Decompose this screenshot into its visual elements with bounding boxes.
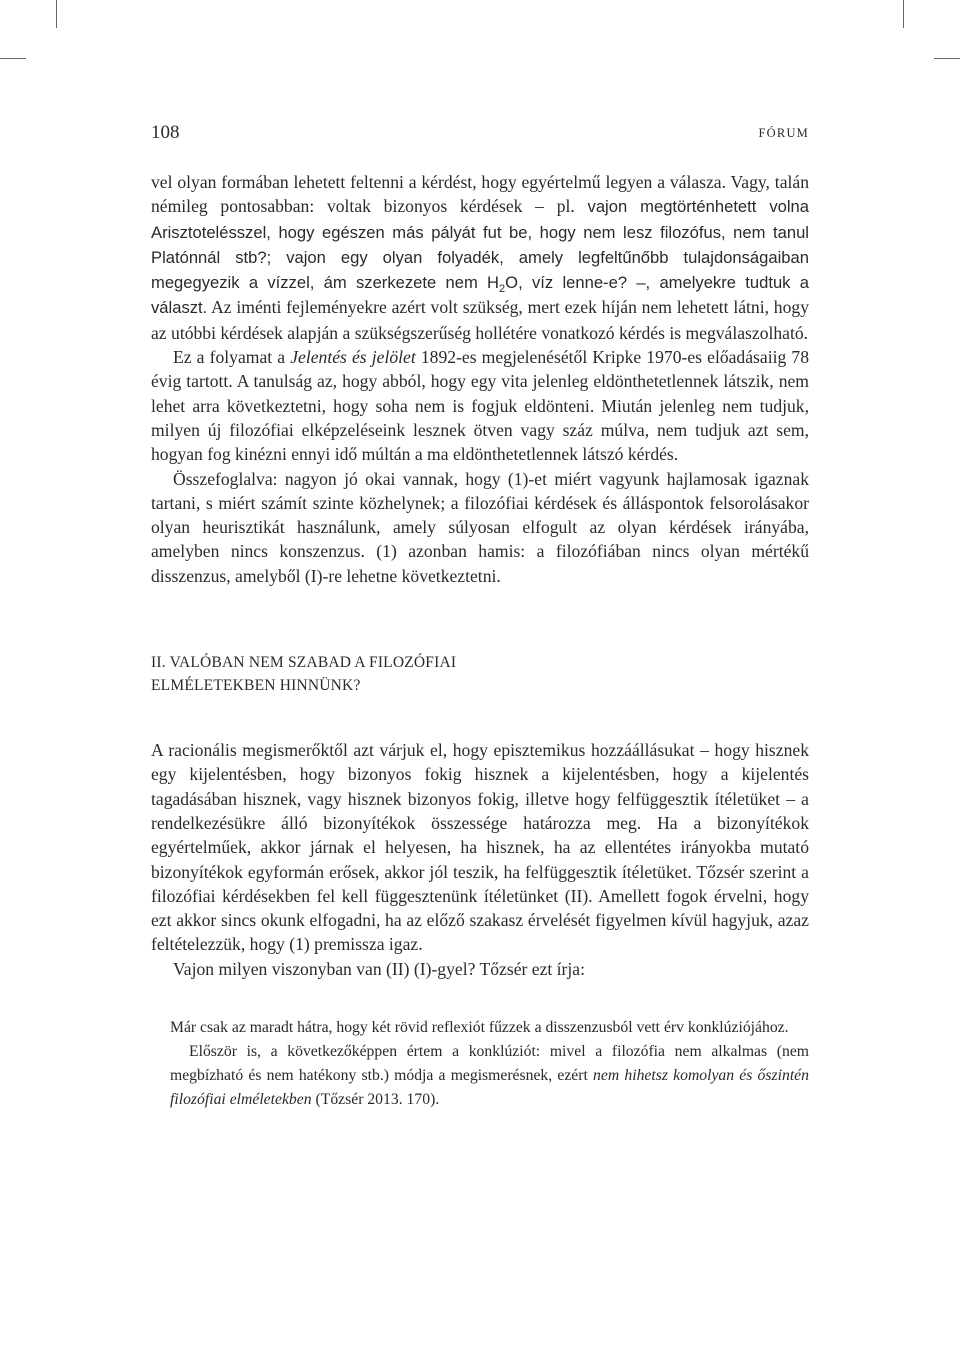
section-heading-line-1: II. VALÓBAN NEM SZABAD A FILOZÓFIAI (151, 654, 457, 672)
book-title: Jelentés és jelölet (290, 347, 416, 368)
section-heading (151, 651, 809, 697)
subscript-2: 2 (499, 283, 506, 296)
section-gap (151, 697, 809, 738)
quote-emphasis: nem hihetsz komolyan és őszintén filozófiai elméletekben (170, 1067, 809, 1109)
quote-paragraph-2: Először is, a következőképpen értem a konklúziót: mivel a filozófia nem alkalmas (nem megbízható és nem hatékony stb.) módja a megismerésnek, ezért nem hihetsz komolyan és őszintén filozófiai elméletekben (Tőzsér 2013. 170). (170, 1043, 809, 1109)
crop-mark-left-horizontal (0, 58, 26, 59)
paragraph-1-example-questions: vajon megtörténhetett volna Arisztotelésszel, hogy egészen más pályát fut be, hogy nem lesz filozófus, nem tanul Platónnál stb?; vajon egy olyan folyadék, amely legfeltűnőbb tulajdonságaiban megegyezik a vízzel, ám szerkezete nem $H_2O$, víz lenne-e? –, amelyekre tudtuk a választ. (151, 197, 809, 318)
paragraph-1 (151, 170, 809, 345)
paragraph-1-text-d: Az iménti fejleményekre azért volt szükség, mert ezek híján nem lehetett látni, hogy az utóbbi kérdések alapján a szükségszerűség hollétére vonatkozó kérdés is megválaszolható. (151, 297, 809, 343)
page-header (151, 122, 809, 144)
page-number: 108 (151, 122, 180, 143)
section-heading-line-2: ELMÉLETEKBEN HINNÜNK? (151, 677, 361, 695)
running-head: FÓRUM (758, 126, 809, 140)
crop-mark-right-horizontal (934, 58, 960, 59)
paragraph-1-text-a: vel olyan formában lehetett feltenni a kérdést, hogy egyértelmű legyen a válasza. Vagy, talán némileg pontosabban: voltak bizonyos kérdések – pl. (151, 172, 809, 217)
section-paragraph-2: Vajon milyen viszonyban van (II) (I)-gyel? Tőzsér ezt írja: (173, 958, 585, 979)
paragraph-3: Összefoglalva: nagyon jó okai vannak, hogy (1)-et miért vagyunk hajlamosak igaznak tartani, s miért számít szinte közhelynek; a filozófiai kérdések és álláspontok felsorolásakor olyan heurisztikát használunk, amely súlyosan elfogult az olyan kérdések irányába, amelyben nincs konszenzus. (1) azonban hamis: a filozófiában nincs olyan mértékű disszenzus, amelyből (I)-re lehetne következtetni. (151, 468, 809, 586)
block-quote (170, 1016, 809, 1112)
quote-paragraph-1: Már csak az maradt hátra, hogy két rövid reflexiót fűzzek a disszenzusból vett érv konklúziójához. (170, 1019, 789, 1037)
page-body (151, 170, 809, 1112)
section-paragraph-1: A racionális megismerőktől azt várjuk el, hogy episztemikus hozzáállásukat – hogy hisznek egy kijelentésben, hogy bizonyos fokig hisznek a kijelentésben, hogy a kijelentés tagadásában hisznek, vagy hisznek bizonyos fokig, illetve hogy felfüggesztik ítéletüket – a rendelkezésükre álló bizonyítékok összessége határozza meg. Ha a bizonyítékok egyértelműek, akkor járnak el helyesen, ha hisznek, ha az ellentétes irányokba mutató bizonyítékok egyformán erősek, akkor jól teszik, ha felfüggesztik ítéletüket. Tőzsér szerint a filozófiai kérdésekben fel kell függesztenünk ítéletünket (II). Amellett fogok érvelni, hogy ezt akkor sincs okunk elfogadni, ha az előző szakasz érvelését figyelmen kívül hagyjuk, azaz feltételezzük, hogy (1) premissza igaz. (151, 740, 809, 955)
crop-mark-right (903, 0, 904, 28)
crop-mark-left (56, 0, 57, 28)
paragraph-2: Ez a folyamat a Jelentés és jelölet 1892-es megjelenésétől Kripke 1970-es előadásaiig 78 évig tartott. A tanulság az, hogy abból, hogy egy vita jelenleg eldönthetetlennek látszik, nem lehet arra következtetni, hogy soha nem is fogjuk eldönteni. Miután jelenleg nem tudjuk, milyen új filozófiai elképzeléseink lesznek ötven vagy száz múlva, nem tudjuk azt sem, hogyan fog kinézni ennyi idő múltán a ma eldönthetetlennek látszó kérdés. (151, 347, 809, 465)
